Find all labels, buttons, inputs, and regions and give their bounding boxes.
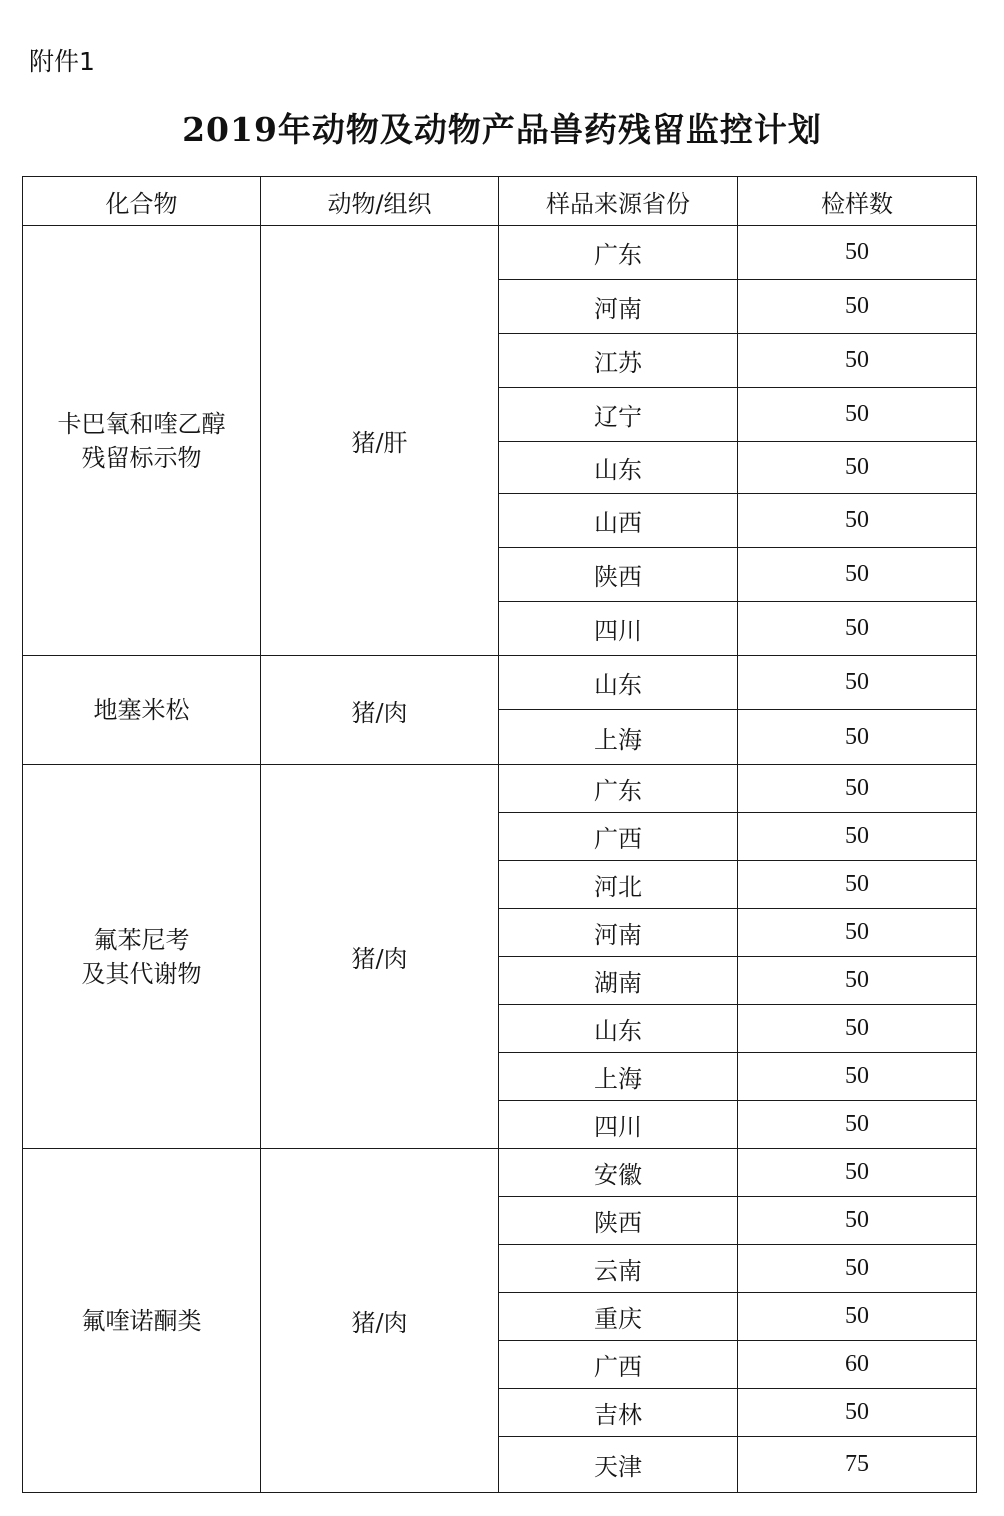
sample-count-cell: 50: [738, 765, 977, 813]
header-sample-count: 检样数: [738, 177, 977, 226]
province-cell: 陕西: [499, 1197, 738, 1245]
table-row: [23, 656, 977, 710]
sample-count-cell: 50: [738, 1245, 977, 1293]
province-cell: 广西: [499, 813, 738, 861]
province-cell: 广东: [499, 226, 738, 280]
sample-count-cell: 50: [738, 710, 977, 765]
compound-cell: 地塞米松: [23, 656, 261, 765]
province-cell: 广东: [499, 765, 738, 813]
sample-count-cell: 50: [738, 909, 977, 957]
province-cell: 重庆: [499, 1293, 738, 1341]
sample-count-cell: 50: [738, 226, 977, 280]
table-row: [23, 226, 977, 280]
table-row: [23, 1149, 977, 1197]
sample-count-cell: 50: [738, 1293, 977, 1341]
compound-cell: 氟苯尼考 及其代谢物: [23, 765, 261, 1149]
sample-count-cell: 50: [738, 813, 977, 861]
table-row: [23, 765, 977, 813]
sample-count-cell: 50: [738, 1005, 977, 1053]
sample-count-cell: 50: [738, 1101, 977, 1149]
sample-count-cell: 50: [738, 1149, 977, 1197]
sample-count-cell: 50: [738, 388, 977, 442]
province-cell: 河南: [499, 280, 738, 334]
sample-count-cell: 50: [738, 957, 977, 1005]
document-title: 2019年动物及动物产品兽药残留监控计划: [182, 110, 822, 149]
table-header-row: [23, 177, 977, 226]
header-compound: 化合物: [23, 177, 261, 226]
sample-count-cell: 75: [738, 1437, 977, 1493]
province-cell: 陕西: [499, 548, 738, 602]
province-cell: 江苏: [499, 334, 738, 388]
province-cell: 湖南: [499, 957, 738, 1005]
sample-count-cell: 50: [738, 280, 977, 334]
animal-tissue-cell: 猪/肝: [261, 226, 499, 656]
province-cell: 山东: [499, 656, 738, 710]
header-animal-tissue: 动物/组织: [261, 177, 499, 226]
province-cell: 上海: [499, 710, 738, 765]
province-cell: 山东: [499, 1005, 738, 1053]
compound-cell: 氟喹诺酮类: [23, 1149, 261, 1493]
province-cell: 广西: [499, 1341, 738, 1389]
sample-count-cell: 50: [738, 1197, 977, 1245]
province-cell: 四川: [499, 1101, 738, 1149]
compound-cell: 卡巴氧和喹乙醇 残留标示物: [23, 226, 261, 656]
province-cell: 吉林: [499, 1389, 738, 1437]
monitoring-plan-table: [22, 176, 977, 1493]
province-cell: 河南: [499, 909, 738, 957]
header-province: 样品来源省份: [499, 177, 738, 226]
sample-count-cell: 50: [738, 548, 977, 602]
sample-count-cell: 50: [738, 656, 977, 710]
province-cell: 河北: [499, 861, 738, 909]
province-cell: 山西: [499, 494, 738, 548]
sample-count-cell: 50: [738, 1389, 977, 1437]
sample-count-cell: 50: [738, 494, 977, 548]
sample-count-cell: 50: [738, 602, 977, 656]
attachment-label: 附件1: [29, 47, 95, 76]
province-cell: 上海: [499, 1053, 738, 1101]
animal-tissue-cell: 猪/肉: [261, 656, 499, 765]
sample-count-cell: 50: [738, 334, 977, 388]
sample-count-cell: 60: [738, 1341, 977, 1389]
animal-tissue-cell: 猪/肉: [261, 1149, 499, 1493]
province-cell: 云南: [499, 1245, 738, 1293]
province-cell: 天津: [499, 1437, 738, 1493]
province-cell: 山东: [499, 442, 738, 494]
province-cell: 辽宁: [499, 388, 738, 442]
province-cell: 安徽: [499, 1149, 738, 1197]
animal-tissue-cell: 猪/肉: [261, 765, 499, 1149]
sample-count-cell: 50: [738, 442, 977, 494]
sample-count-cell: 50: [738, 1053, 977, 1101]
sample-count-cell: 50: [738, 861, 977, 909]
province-cell: 四川: [499, 602, 738, 656]
